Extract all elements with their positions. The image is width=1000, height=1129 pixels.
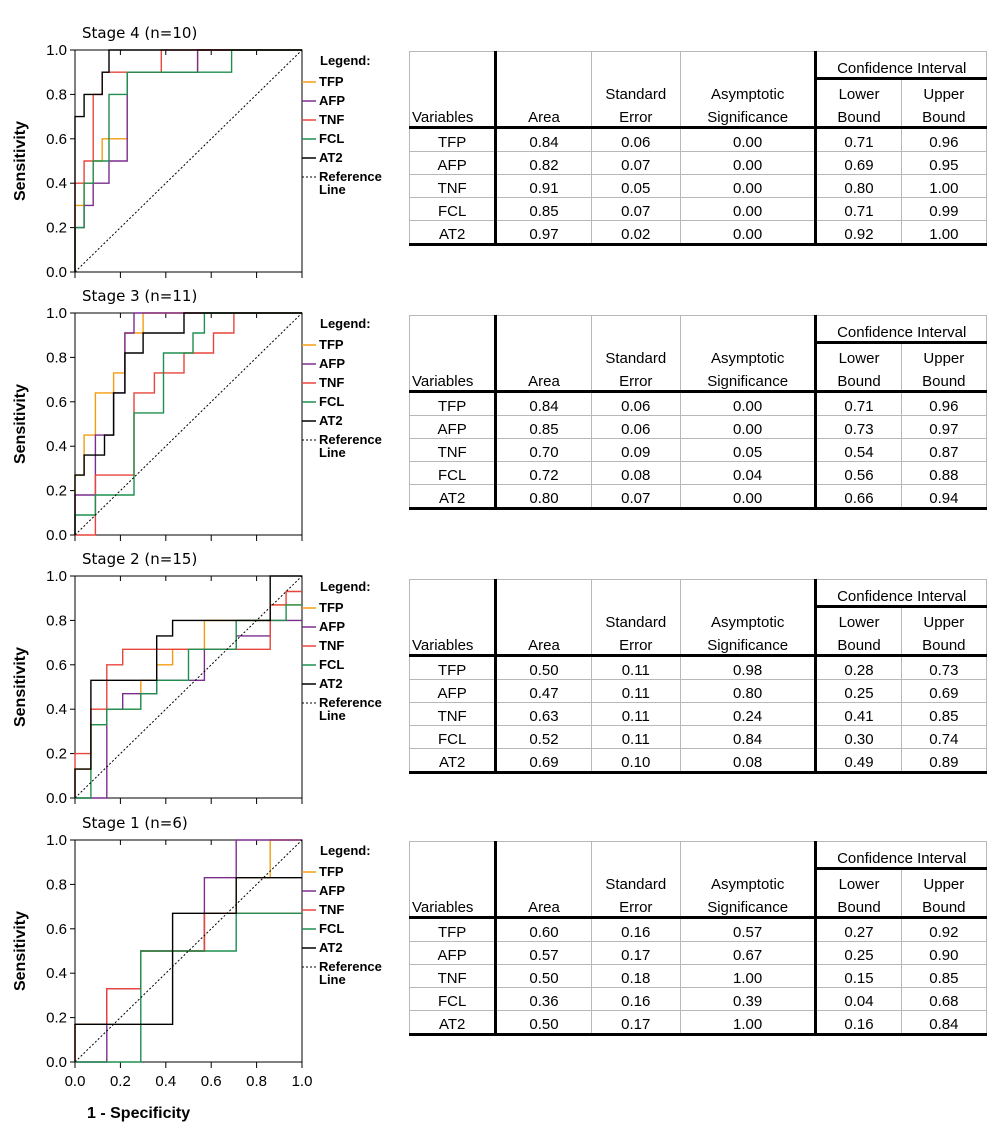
legend-label: FCL — [319, 657, 345, 672]
y-tick-label: 0.6 — [46, 130, 67, 148]
variable-cell: TNF — [410, 965, 496, 988]
std-error-cell: 0.02 — [591, 221, 680, 245]
significance-cell: 1.00 — [680, 965, 815, 988]
stats-table-3 — [409, 579, 987, 774]
legend-title: Legend: — [320, 579, 371, 594]
std-error-cell: 0.11 — [591, 703, 680, 726]
table-row — [410, 392, 987, 416]
std-error-cell: 0.07 — [591, 198, 680, 221]
legend-label-cont: Line — [319, 708, 346, 723]
confidence-interval-header: Confidence Interval — [816, 316, 987, 343]
area-cell: 0.80 — [496, 485, 591, 509]
legend-label: AFP — [319, 883, 345, 898]
lower-bound-cell: 0.28 — [816, 656, 901, 680]
stats-table-4 — [409, 841, 987, 1036]
table-row — [410, 988, 987, 1011]
variable-cell: FCL — [410, 988, 496, 1011]
lower-bound-cell: 0.04 — [816, 988, 901, 1011]
header-blank — [410, 316, 496, 343]
upper-bound-cell: 0.69 — [901, 680, 986, 703]
significance-cell: 0.00 — [680, 221, 815, 245]
y-tick-label: 0.8 — [46, 349, 67, 367]
significance-header: Significance — [680, 367, 815, 392]
header-blank — [410, 580, 496, 607]
legend-label: Reference — [319, 959, 382, 974]
variable-cell: FCL — [410, 198, 496, 221]
error-header: Error — [591, 367, 680, 392]
standard-header: Standard — [591, 869, 680, 894]
header-blank — [410, 869, 496, 894]
roc-curve-reference-line — [75, 576, 302, 798]
header-blank — [496, 52, 591, 79]
significance-cell: 0.98 — [680, 656, 815, 680]
legend-label: FCL — [319, 131, 345, 146]
y-tick-label: 0.8 — [46, 86, 67, 104]
variable-cell: AFP — [410, 942, 496, 965]
lower-bound-cell: 0.71 — [816, 392, 901, 416]
header-blank — [680, 52, 815, 79]
header-blank — [680, 316, 815, 343]
std-error-cell: 0.16 — [591, 988, 680, 1011]
variable-cell: AT2 — [410, 1011, 496, 1035]
table-row — [410, 152, 987, 175]
x-tick-label: 0.8 — [246, 1073, 268, 1090]
table-row — [410, 198, 987, 221]
roc-curve-at2 — [75, 878, 302, 1062]
significance-cell: 0.00 — [680, 175, 815, 198]
variable-cell: TFP — [410, 918, 496, 942]
upper-bound-cell: 0.87 — [901, 439, 986, 462]
roc-panel-4 — [12, 814, 382, 1122]
table-row — [410, 965, 987, 988]
area-cell: 0.60 — [496, 918, 591, 942]
upper-bound-cell: 0.89 — [901, 749, 986, 773]
table-row — [410, 942, 987, 965]
y-tick-label: 0.4 — [46, 701, 67, 719]
panel-title: Stage 3 (n=11) — [82, 287, 198, 305]
y-tick-label: 1.0 — [46, 305, 67, 322]
significance-cell: 0.00 — [680, 152, 815, 175]
legend-label-cont: Line — [319, 182, 346, 197]
lower-bound-cell: 0.49 — [816, 749, 901, 773]
legend — [302, 316, 382, 460]
variable-cell: AT2 — [410, 485, 496, 509]
header-blank — [591, 580, 680, 607]
legend — [302, 53, 382, 197]
standard-header: Standard — [591, 607, 680, 632]
area-cell: 0.52 — [496, 726, 591, 749]
asymptotic-header: Asymptotic — [680, 79, 815, 104]
asymptotic-header: Asymptotic — [680, 869, 815, 894]
variable-cell: TNF — [410, 703, 496, 726]
significance-cell: 0.24 — [680, 703, 815, 726]
y-tick-label: 0.0 — [46, 1054, 67, 1071]
error-header: Error — [591, 103, 680, 128]
legend-label: AFP — [319, 356, 345, 371]
upper-bound-cell: 0.84 — [901, 1011, 986, 1035]
lower-bound-cell: 0.16 — [816, 1011, 901, 1035]
y-tick-label: 0.0 — [46, 527, 67, 544]
upper-bound-cell: 1.00 — [901, 221, 986, 245]
table-row — [410, 128, 987, 152]
roc-curve-fcl — [75, 605, 302, 798]
y-tick-label: 0.0 — [46, 264, 67, 281]
lower-bound-cell: 0.25 — [816, 942, 901, 965]
std-error-cell: 0.08 — [591, 462, 680, 485]
significance-cell: 0.05 — [680, 439, 815, 462]
variable-cell: TFP — [410, 128, 496, 152]
x-axis-label: 1 - Specificity — [87, 1105, 191, 1122]
roc-curve-tnf — [75, 913, 302, 1062]
header-blank — [496, 869, 591, 894]
header-blank — [496, 343, 591, 368]
panel-title: Stage 4 (n=10) — [82, 24, 198, 42]
std-error-cell: 0.11 — [591, 680, 680, 703]
lower-bound-cell: 0.73 — [816, 416, 901, 439]
roc-panel-2 — [12, 287, 382, 544]
significance-header: Significance — [680, 103, 815, 128]
upper-bound-cell: 0.88 — [901, 462, 986, 485]
area-header: Area — [496, 893, 591, 918]
upper-bound-cell: 0.85 — [901, 703, 986, 726]
header-blank — [410, 52, 496, 79]
variable-cell: AFP — [410, 680, 496, 703]
roc-curve-fcl — [75, 913, 302, 1062]
area-cell: 0.72 — [496, 462, 591, 485]
significance-cell: 0.00 — [680, 128, 815, 152]
legend-label: AT2 — [319, 676, 343, 691]
significance-cell: 0.00 — [680, 392, 815, 416]
standard-header: Standard — [591, 79, 680, 104]
header-blank — [591, 316, 680, 343]
variables-header: Variables — [410, 893, 496, 918]
error-header: Error — [591, 893, 680, 918]
variable-cell: TFP — [410, 656, 496, 680]
y-tick-label: 0.2 — [46, 219, 67, 237]
confidence-interval-header: Confidence Interval — [816, 52, 987, 79]
area-cell: 0.57 — [496, 942, 591, 965]
y-tick-label: 0.0 — [46, 790, 67, 807]
legend-label: Reference — [319, 695, 382, 710]
y-tick-label: 1.0 — [46, 568, 67, 585]
significance-cell: 0.00 — [680, 416, 815, 439]
std-error-cell: 0.17 — [591, 942, 680, 965]
header-blank — [410, 79, 496, 104]
y-axis-label: Sensitivity — [12, 383, 29, 465]
area-cell: 0.50 — [496, 965, 591, 988]
lower-header: Lower — [816, 869, 901, 894]
upper-bound-cell: 0.68 — [901, 988, 986, 1011]
roc-curve-tfp — [75, 605, 302, 798]
area-header: Area — [496, 631, 591, 656]
variable-cell: TNF — [410, 175, 496, 198]
legend-label: AT2 — [319, 940, 343, 955]
lower-bound-header: Bound — [816, 367, 901, 392]
significance-cell: 0.00 — [680, 485, 815, 509]
upper-bound-cell: 0.95 — [901, 152, 986, 175]
variables-header: Variables — [410, 367, 496, 392]
std-error-cell: 0.06 — [591, 416, 680, 439]
y-axis-label: Sensitivity — [12, 120, 29, 202]
variables-header: Variables — [410, 103, 496, 128]
lower-header: Lower — [816, 79, 901, 104]
lower-bound-header: Bound — [816, 893, 901, 918]
header-blank — [496, 316, 591, 343]
area-cell: 0.70 — [496, 439, 591, 462]
error-header: Error — [591, 631, 680, 656]
asymptotic-header: Asymptotic — [680, 343, 815, 368]
variable-cell: AT2 — [410, 749, 496, 773]
lower-bound-cell: 0.92 — [816, 221, 901, 245]
upper-bound-cell: 0.73 — [901, 656, 986, 680]
y-tick-label: 0.8 — [46, 612, 67, 630]
upper-bound-header: Bound — [901, 893, 986, 918]
significance-cell: 0.00 — [680, 198, 815, 221]
y-tick-label: 0.2 — [46, 745, 67, 763]
header-blank — [410, 842, 496, 869]
upper-bound-cell: 0.99 — [901, 198, 986, 221]
legend-label: Reference — [319, 169, 382, 184]
y-tick-label: 0.4 — [46, 175, 67, 193]
area-cell: 0.85 — [496, 416, 591, 439]
y-axis-label: Sensitivity — [12, 646, 29, 728]
table-row — [410, 656, 987, 680]
upper-bound-cell: 0.96 — [901, 128, 986, 152]
x-tick-label: 0.0 — [64, 1073, 86, 1090]
y-tick-label: 0.4 — [46, 438, 67, 456]
legend-label-cont: Line — [319, 445, 346, 460]
stats-table-2 — [409, 315, 987, 510]
table-row — [410, 1011, 987, 1035]
legend-label: TFP — [319, 337, 344, 352]
legend-label: TFP — [319, 74, 344, 89]
std-error-cell: 0.17 — [591, 1011, 680, 1035]
variable-cell: FCL — [410, 726, 496, 749]
area-cell: 0.91 — [496, 175, 591, 198]
y-tick-label: 0.8 — [46, 876, 67, 894]
std-error-cell: 0.11 — [591, 656, 680, 680]
lower-bound-cell: 0.54 — [816, 439, 901, 462]
table-row — [410, 221, 987, 245]
legend-title: Legend: — [320, 316, 371, 331]
header-blank — [496, 580, 591, 607]
lower-bound-cell: 0.71 — [816, 198, 901, 221]
confidence-interval-header: Confidence Interval — [816, 842, 987, 869]
std-error-cell: 0.18 — [591, 965, 680, 988]
panel-title: Stage 2 (n=15) — [82, 550, 198, 568]
y-tick-label: 0.6 — [46, 920, 67, 938]
lower-bound-cell: 0.56 — [816, 462, 901, 485]
legend-label: TFP — [319, 864, 344, 879]
header-blank — [591, 52, 680, 79]
significance-cell: 0.04 — [680, 462, 815, 485]
significance-cell: 0.57 — [680, 918, 815, 942]
upper-bound-cell: 1.00 — [901, 175, 986, 198]
significance-cell: 0.67 — [680, 942, 815, 965]
legend-label: Reference — [319, 432, 382, 447]
variables-header: Variables — [410, 631, 496, 656]
roc-curve-reference-line — [75, 313, 302, 535]
significance-header: Significance — [680, 893, 815, 918]
lower-bound-cell: 0.27 — [816, 918, 901, 942]
stats-table-1 — [409, 51, 987, 246]
x-tick-label: 0.4 — [155, 1073, 177, 1090]
std-error-cell: 0.05 — [591, 175, 680, 198]
upper-bound-cell: 0.90 — [901, 942, 986, 965]
y-tick-label: 0.6 — [46, 393, 67, 411]
table-row — [410, 918, 987, 942]
header-blank — [496, 842, 591, 869]
significance-cell: 0.08 — [680, 749, 815, 773]
upper-bound-header: Bound — [901, 367, 986, 392]
legend-label: TFP — [319, 600, 344, 615]
area-cell: 0.85 — [496, 198, 591, 221]
area-header: Area — [496, 103, 591, 128]
legend-label: AFP — [319, 619, 345, 634]
legend-label: AFP — [319, 93, 345, 108]
upper-header: Upper — [901, 79, 986, 104]
lower-bound-cell: 0.25 — [816, 680, 901, 703]
legend-label: AT2 — [319, 413, 343, 428]
variable-cell: TNF — [410, 439, 496, 462]
upper-bound-cell: 0.85 — [901, 965, 986, 988]
lower-bound-header: Bound — [816, 103, 901, 128]
area-cell: 0.47 — [496, 680, 591, 703]
lower-bound-cell: 0.30 — [816, 726, 901, 749]
variable-cell: AFP — [410, 152, 496, 175]
lower-header: Lower — [816, 343, 901, 368]
area-cell: 0.63 — [496, 703, 591, 726]
significance-cell: 1.00 — [680, 1011, 815, 1035]
table-row — [410, 175, 987, 198]
legend-label: TNF — [319, 375, 345, 390]
upper-bound-cell: 0.96 — [901, 392, 986, 416]
x-tick-label: 0.6 — [200, 1073, 222, 1090]
upper-bound-cell: 0.74 — [901, 726, 986, 749]
variable-cell: TFP — [410, 392, 496, 416]
variable-cell: FCL — [410, 462, 496, 485]
std-error-cell: 0.06 — [591, 128, 680, 152]
legend-label: FCL — [319, 394, 345, 409]
table-row — [410, 462, 987, 485]
variable-cell: AFP — [410, 416, 496, 439]
legend-title: Legend: — [320, 843, 371, 858]
area-cell: 0.69 — [496, 749, 591, 773]
legend-title: Legend: — [320, 53, 371, 68]
y-tick-label: 0.2 — [46, 1009, 67, 1027]
upper-header: Upper — [901, 607, 986, 632]
legend — [302, 579, 382, 723]
asymptotic-header: Asymptotic — [680, 607, 815, 632]
area-cell: 0.50 — [496, 656, 591, 680]
x-tick-label: 0.2 — [109, 1073, 131, 1090]
lower-bound-header: Bound — [816, 631, 901, 656]
area-cell: 0.97 — [496, 221, 591, 245]
table-row — [410, 749, 987, 773]
lower-bound-cell: 0.66 — [816, 485, 901, 509]
header-blank — [680, 842, 815, 869]
std-error-cell: 0.09 — [591, 439, 680, 462]
area-cell: 0.84 — [496, 128, 591, 152]
confidence-interval-header: Confidence Interval — [816, 580, 987, 607]
lower-bound-cell: 0.80 — [816, 175, 901, 198]
table-row — [410, 680, 987, 703]
significance-header: Significance — [680, 631, 815, 656]
roc-panel-3 — [12, 550, 382, 807]
variable-cell: AT2 — [410, 221, 496, 245]
lower-bound-cell: 0.69 — [816, 152, 901, 175]
legend-label: FCL — [319, 921, 345, 936]
area-header: Area — [496, 367, 591, 392]
y-tick-label: 0.6 — [46, 656, 67, 674]
table-row — [410, 703, 987, 726]
header-blank — [591, 842, 680, 869]
y-tick-label: 1.0 — [46, 42, 67, 59]
lower-header: Lower — [816, 607, 901, 632]
x-tick-label: 1.0 — [291, 1073, 313, 1090]
legend-label: TNF — [319, 902, 345, 917]
standard-header: Standard — [591, 343, 680, 368]
table-row — [410, 416, 987, 439]
std-error-cell: 0.16 — [591, 918, 680, 942]
legend-label: TNF — [319, 112, 345, 127]
header-blank — [410, 343, 496, 368]
y-tick-label: 1.0 — [46, 832, 67, 849]
std-error-cell: 0.07 — [591, 485, 680, 509]
significance-cell: 0.84 — [680, 726, 815, 749]
legend-label-cont: Line — [319, 972, 346, 987]
area-cell: 0.82 — [496, 152, 591, 175]
header-blank — [496, 607, 591, 632]
table-row — [410, 439, 987, 462]
legend-label: AT2 — [319, 150, 343, 165]
upper-bound-header: Bound — [901, 103, 986, 128]
std-error-cell: 0.11 — [591, 726, 680, 749]
area-cell: 0.84 — [496, 392, 591, 416]
roc-panel-1 — [12, 24, 382, 281]
significance-cell: 0.39 — [680, 988, 815, 1011]
upper-header: Upper — [901, 343, 986, 368]
std-error-cell: 0.10 — [591, 749, 680, 773]
table-row — [410, 726, 987, 749]
upper-bound-header: Bound — [901, 631, 986, 656]
area-cell: 0.36 — [496, 988, 591, 1011]
upper-bound-cell: 0.94 — [901, 485, 986, 509]
table-row — [410, 485, 987, 509]
upper-bound-cell: 0.92 — [901, 918, 986, 942]
lower-bound-cell: 0.15 — [816, 965, 901, 988]
legend-label: TNF — [319, 638, 345, 653]
header-blank — [410, 607, 496, 632]
lower-bound-cell: 0.41 — [816, 703, 901, 726]
y-tick-label: 0.4 — [46, 965, 67, 983]
std-error-cell: 0.07 — [591, 152, 680, 175]
std-error-cell: 0.06 — [591, 392, 680, 416]
panel-title: Stage 1 (n=6) — [82, 814, 188, 832]
header-blank — [680, 580, 815, 607]
roc-curve-tnf — [75, 592, 302, 799]
legend — [302, 843, 382, 987]
upper-bound-cell: 0.97 — [901, 416, 986, 439]
significance-cell: 0.80 — [680, 680, 815, 703]
y-axis-label: Sensitivity — [12, 910, 29, 992]
area-cell: 0.50 — [496, 1011, 591, 1035]
header-blank — [496, 79, 591, 104]
y-tick-label: 0.2 — [46, 482, 67, 500]
upper-header: Upper — [901, 869, 986, 894]
lower-bound-cell: 0.71 — [816, 128, 901, 152]
